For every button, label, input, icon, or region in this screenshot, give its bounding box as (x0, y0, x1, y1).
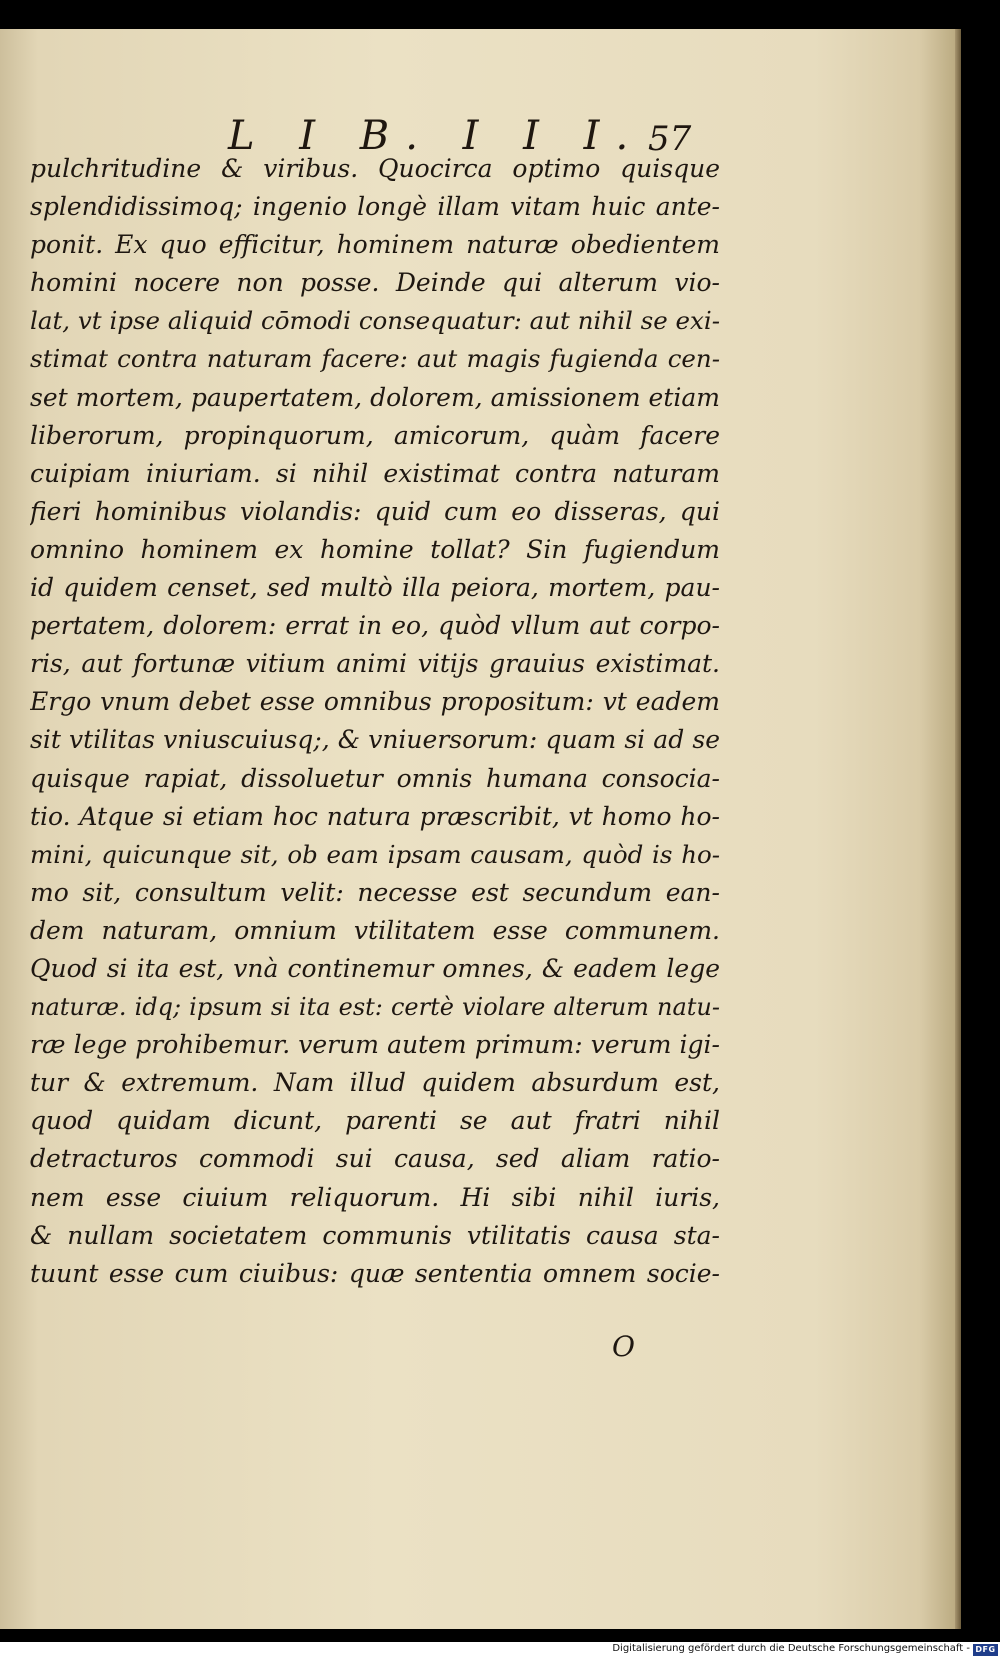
text-line: liberorum, propinquorum, amicorum, quàm facere (30, 420, 720, 450)
text-line: set mortem, paupertatem, dolorem, amissionem etiam (30, 382, 720, 412)
text-line: tur & extremum. Nam illud quidem absurdum est, (30, 1068, 720, 1098)
text-line: stimat contra naturam facere: aut magis fugienda cen- (30, 344, 720, 374)
text-line: quisque rapiat, dissoluetur omnis humana consocia- (30, 763, 720, 793)
text-line: mini, quicunque sit, ob eam ipsam causam, quòd is ho- (30, 839, 720, 869)
page-edge (955, 29, 961, 1629)
text-line: ræ lege prohibemur. verum autem primum: verum igi- (30, 1030, 720, 1060)
text-line: & nullam societatem communis vtilitatis causa sta- (30, 1220, 720, 1250)
dfg-logo-icon: DFG (973, 1644, 998, 1656)
text-line: dem naturam, omnium vtilitatem esse communem. (30, 915, 720, 945)
text-line: sit vtilitas vniuscuiusq;, & vniuersorum: quam si ad se (30, 725, 720, 755)
text-line: mo sit, consultum velit: necesse est secundum ean- (30, 877, 720, 907)
text-line: splendidissimoq; ingenio longè illam vitam huic ante- (30, 192, 720, 222)
text-line: detracturos commodi sui causa, sed aliam ratio- (30, 1144, 720, 1174)
page-number: 57 (648, 119, 692, 159)
text-line: tio. Atque si etiam hoc natura præscribit, vt homo ho- (30, 801, 720, 831)
text-line: pertatem, dolorem: errat in eo, quòd vllum aut corpo- (30, 611, 720, 641)
text-line: quod quidam dicunt, parenti se aut fratri nihil (30, 1106, 720, 1136)
text-line: omnino hominem ex homine tollat? Sin fugiendum (30, 534, 720, 564)
text-line: nem esse ciuium reliquorum. Hi sibi nihil iuris, (30, 1182, 720, 1212)
text-line: tuunt esse cum ciuibus: quæ sententia omnem socie- (30, 1258, 720, 1288)
text-line: cuipiam iniuriam. si nihil existimat contra naturam (30, 458, 720, 488)
text-line: fieri hominibus violandis: quid cum eo disseras, qui (30, 496, 720, 526)
text-line: id quidem censet, sed multò illa peiora, mortem, pau- (30, 573, 720, 603)
catchword: O (612, 1330, 635, 1363)
funding-notice: Digitalisierung gefördert durch die Deutsche Forschungsgemeinschaft - (612, 1643, 970, 1654)
text-line: ponit. Ex quo efficitur, hominem naturæ obedientem (30, 230, 720, 260)
text-line: pulchritudine & viribus. Quocirca optimo quisque (30, 154, 720, 183)
text-line: naturæ. idq; ipsum si ita est: certè violare alterum natu- (30, 993, 720, 1022)
footer-bar (0, 1642, 1000, 1659)
text-block (30, 150, 720, 1293)
text-line: lat, vt ipse aliquid cōmodi consequatur: aut nihil se exi- (30, 306, 720, 336)
text-line: Ergo vnum debet esse omnibus propositum: vt eadem (30, 687, 720, 717)
running-head-title: L I B. I I I. (228, 113, 645, 159)
text-line: ris, aut fortunæ vitium animi vitijs grauius existimat. (30, 649, 720, 679)
text-line: homini nocere non posse. Deinde qui alterum vio- (30, 268, 720, 298)
text-line: Quod si ita est, vnà continemur omnes, & eadem lege (30, 953, 720, 983)
